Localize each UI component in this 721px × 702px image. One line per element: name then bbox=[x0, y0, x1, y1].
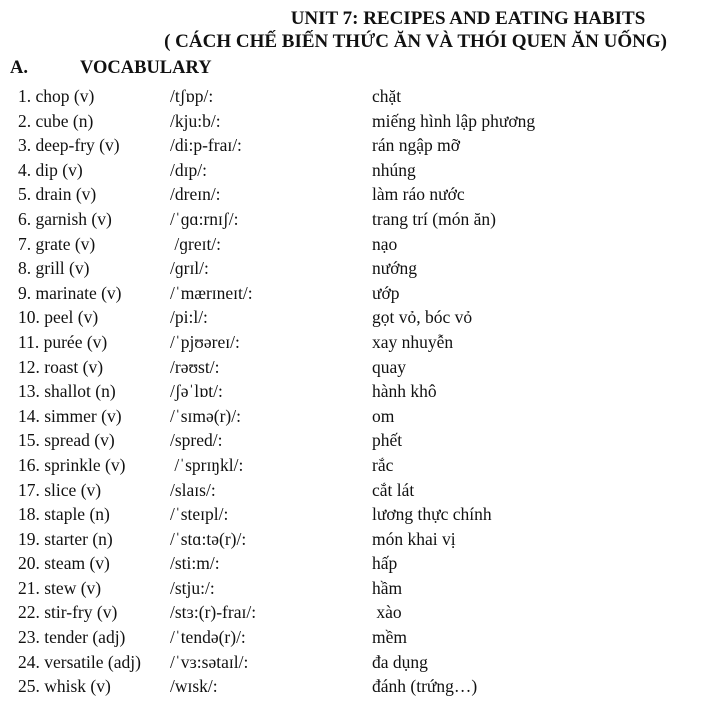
unit-subtitle: ( CÁCH CHẾ BIẾN THỨC ĂN VÀ THÓI QUEN ĂN UỐNG) bbox=[164, 31, 667, 52]
vocab-meaning: cắt lát bbox=[372, 479, 415, 500]
vocab-row bbox=[0, 133, 721, 158]
vocab-meaning: phết bbox=[372, 430, 403, 451]
vocab-phonetic: /spred/: bbox=[170, 430, 223, 451]
vocab-term: 4. dip (v) bbox=[18, 159, 83, 180]
vocab-term: 16. sprinkle (v) bbox=[18, 454, 126, 475]
vocab-phonetic: /ˈpjʊəreɪ/: bbox=[170, 331, 240, 352]
vocab-phonetic: /dreɪn/: bbox=[170, 184, 221, 205]
vocab-term: 18. staple (n) bbox=[18, 504, 110, 525]
vocab-phonetic: /pi:l/: bbox=[170, 307, 208, 328]
vocab-term: 25. whisk (v) bbox=[18, 676, 111, 697]
vocab-meaning: ướp bbox=[372, 282, 400, 303]
vocab-term: 6. garnish (v) bbox=[18, 208, 112, 229]
vocab-meaning: trang trí (món ăn) bbox=[372, 208, 496, 229]
vocab-term: 3. deep-fry (v) bbox=[18, 135, 120, 156]
vocab-meaning: quay bbox=[372, 356, 407, 377]
vocab-term: 2. cube (n) bbox=[18, 110, 94, 131]
vocab-phonetic: /ˈsteɪpl/: bbox=[170, 504, 229, 525]
vocab-phonetic: /stɜ:(r)-fraɪ/: bbox=[170, 602, 257, 623]
vocab-meaning: hành khô bbox=[372, 381, 437, 402]
vocab-term: 21. stew (v) bbox=[18, 577, 102, 598]
vocab-term: 13. shallot (n) bbox=[18, 381, 116, 402]
vocab-meaning: miếng hình lập phương bbox=[372, 110, 536, 131]
section-title: VOCABULARY bbox=[80, 58, 212, 78]
vocab-phonetic: /ˈstɑ:tə(r)/: bbox=[170, 528, 247, 549]
vocab-meaning: đa dụng bbox=[372, 651, 428, 672]
vocab-row bbox=[0, 478, 721, 503]
vocab-term: 10. peel (v) bbox=[18, 307, 99, 328]
vocab-row bbox=[0, 404, 721, 429]
vocab-row bbox=[0, 109, 721, 134]
vocab-phonetic: /ˈsɪmə(r)/: bbox=[170, 405, 241, 426]
vocab-phonetic: /tʃɒp/: bbox=[170, 86, 214, 106]
vocab-term: 23. tender (adj) bbox=[18, 627, 126, 648]
vocab-phonetic: /slaɪs/: bbox=[170, 479, 216, 500]
vocab-phonetic: /stju:/: bbox=[170, 577, 215, 598]
vocab-meaning: xào bbox=[372, 602, 402, 623]
vocab-meaning: rắc bbox=[372, 454, 394, 475]
vocab-term: 9. marinate (v) bbox=[18, 282, 122, 303]
vocab-term: 19. starter (n) bbox=[18, 528, 113, 549]
vocab-row bbox=[0, 330, 721, 355]
vocab-phonetic: /ɡrɪl/: bbox=[170, 258, 209, 279]
vocabulary-list bbox=[0, 84, 721, 699]
vocab-row bbox=[0, 305, 721, 330]
vocab-row bbox=[0, 650, 721, 675]
vocab-meaning: om bbox=[372, 405, 395, 426]
vocab-phonetic: /sti:m/: bbox=[170, 553, 220, 574]
vocab-term: 24. versatile (adj) bbox=[18, 651, 141, 672]
vocab-meaning: làm ráo nước bbox=[372, 184, 465, 205]
vocab-meaning: lương thực chính bbox=[372, 504, 492, 525]
vocab-term: 20. steam (v) bbox=[18, 553, 110, 574]
vocab-row bbox=[0, 576, 721, 601]
vocab-term: 1. chop (v) bbox=[18, 86, 95, 106]
vocab-phonetic: /ɡreɪt/: bbox=[170, 233, 222, 254]
vocab-term: 11. purée (v) bbox=[18, 331, 108, 352]
vocab-row bbox=[0, 527, 721, 552]
vocab-meaning: hấp bbox=[372, 553, 398, 574]
vocab-meaning: nạo bbox=[372, 233, 398, 254]
vocab-term: 8. grill (v) bbox=[18, 258, 90, 279]
vocab-meaning: mềm bbox=[372, 627, 407, 648]
vocab-row bbox=[0, 84, 721, 109]
vocab-row bbox=[0, 256, 721, 281]
vocab-phonetic: /ˈmærɪneɪt/: bbox=[170, 282, 253, 303]
vocab-meaning: đánh (trứng…) bbox=[372, 676, 478, 697]
vocab-meaning: gọt vỏ, bóc vỏ bbox=[372, 307, 473, 328]
vocab-term: 17. slice (v) bbox=[18, 479, 102, 500]
vocab-phonetic: /ˈɡɑ:rnɪʃ/: bbox=[170, 208, 239, 229]
vocab-term: 5. drain (v) bbox=[18, 184, 97, 205]
vocab-term: 12. roast (v) bbox=[18, 356, 104, 377]
vocab-meaning: nướng bbox=[372, 258, 417, 279]
vocab-row bbox=[0, 355, 721, 380]
vocab-row bbox=[0, 551, 721, 576]
vocab-phonetic: /ˈtendə(r)/: bbox=[170, 627, 246, 648]
vocab-phonetic: /kju:b/: bbox=[170, 110, 221, 131]
vocab-row bbox=[0, 453, 721, 478]
vocab-row bbox=[0, 182, 721, 207]
vocab-phonetic: /ʃəˈlɒt/: bbox=[170, 381, 223, 402]
vocab-meaning: chặt bbox=[372, 86, 402, 106]
vocab-term: 7. grate (v) bbox=[18, 233, 96, 254]
vocab-row bbox=[0, 674, 721, 699]
vocab-row bbox=[0, 502, 721, 527]
vocab-phonetic: /di:p-fraɪ/: bbox=[170, 135, 242, 156]
vocab-term: 14. simmer (v) bbox=[18, 405, 122, 426]
vocab-term: 15. spread (v) bbox=[18, 430, 115, 451]
vocab-meaning: hầm bbox=[372, 577, 403, 598]
vocab-row bbox=[0, 600, 721, 625]
vocab-phonetic: /dɪp/: bbox=[170, 159, 207, 180]
section-heading bbox=[0, 55, 721, 81]
vocab-meaning: món khai vị bbox=[372, 528, 456, 549]
vocab-meaning: rán ngập mỡ bbox=[372, 135, 460, 156]
vocab-row bbox=[0, 625, 721, 650]
vocab-phonetic: /wɪsk/: bbox=[170, 676, 218, 697]
vocab-row bbox=[0, 232, 721, 257]
section-label: A. bbox=[10, 58, 28, 78]
vocab-phonetic: /ˈsprɪŋkl/: bbox=[170, 454, 244, 475]
vocab-phonetic: /rəʊst/: bbox=[170, 356, 220, 377]
vocab-row bbox=[0, 158, 721, 183]
vocab-meaning: nhúng bbox=[372, 159, 416, 180]
vocab-meaning: xay nhuyễn bbox=[372, 331, 454, 352]
vocab-row bbox=[0, 379, 721, 404]
vocab-row bbox=[0, 281, 721, 306]
vocab-row bbox=[0, 207, 721, 232]
vocab-term: 22. stir-fry (v) bbox=[18, 602, 118, 623]
unit-title: UNIT 7: RECIPES AND EATING HABITS bbox=[290, 8, 646, 29]
vocab-row bbox=[0, 428, 721, 453]
vocab-phonetic: /ˈvɜ:sətaɪl/: bbox=[170, 651, 249, 672]
